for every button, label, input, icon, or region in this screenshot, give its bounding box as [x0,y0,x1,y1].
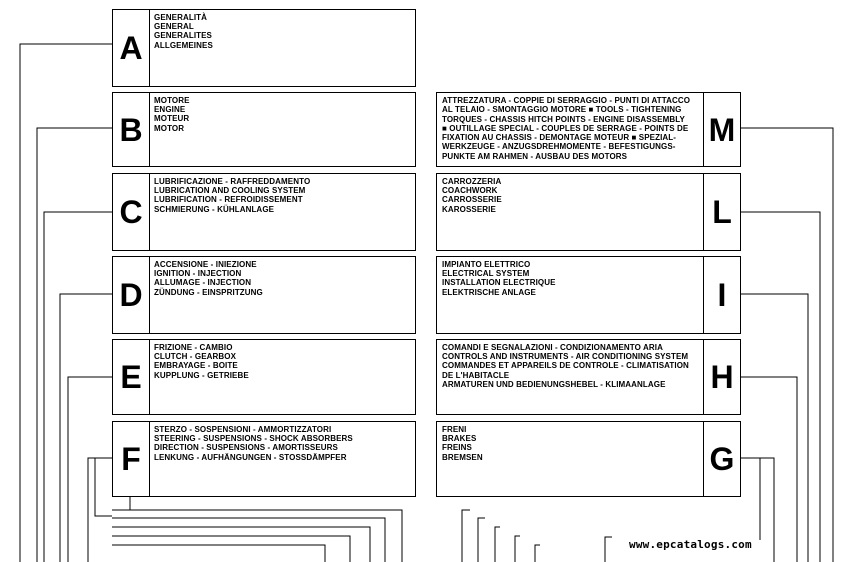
section-m-title: ATTREZZATURA - COPPIE DI SERRAGGIO - PUNTI DI ATTACCO AL TELAIO - SMONTAGGIO MOTORE ■ TOOLS - TIGHTENING TORQUES - CHASSIS HITCH POINTS - ENGINE DISASSEMBLY ■ OUTILLAGE SPECIAL - COUPLES DE SERRAGE - POINTS DE FIXATION AU CHASSIS - DEMONTAGE MOTEUR ■ SPEZIAL- WERKZEUGE - ANZUGSDREHMOMENTE - BEFESTIGUNGS- PUNKTE AM RAHMEN - AUSBAU DES MOTORS [442,96,691,161]
connector-under-left-6 [112,545,325,562]
connector-under-right-5 [535,545,540,562]
section-letter-l: L [703,174,740,250]
section-letter-e: E [113,340,150,414]
connector-f [88,458,112,562]
section-i-title: IMPIANTO ELETTRICO ELECTRICAL SYSTEM INSTALLATION ELECTRIQUE ELEKTRISCHE ANLAGE [442,260,556,297]
connector-under-right-2 [478,518,485,562]
section-letter-b: B [113,93,150,166]
section-h-tab[interactable] [436,339,741,415]
connector-c [44,212,112,562]
section-b-tab[interactable] [112,92,416,167]
section-letter-f: F [113,422,150,496]
connector-under-left-3 [112,518,385,562]
section-letter-c: C [113,174,150,250]
section-letter-a: A [113,10,150,86]
section-g-tab[interactable] [436,421,741,497]
connector-under-left-1 [130,496,402,562]
section-a-title: GENERALITÀ GENERAL GENERALITES ALLGEMEINES [154,13,213,50]
connector-b [37,128,112,562]
section-l-title: CARROZZERIA COACHWORK CARROSSERIE KAROSSERIE [442,177,502,214]
connector-under-right-1 [462,510,470,562]
section-a-tab[interactable] [112,9,416,87]
connector-h [741,377,797,562]
connector-m [741,128,833,562]
connector-e [68,377,112,562]
section-letter-m: M [703,93,740,166]
section-e-title: FRIZIONE - CAMBIO CLUTCH - GEARBOX EMBRAYAGE - BOITE KUPPLUNG - GETRIEBE [154,343,249,380]
section-l-tab[interactable] [436,173,741,251]
section-g-title: FRENI BRAKES FREINS BREMSEN [442,425,483,462]
connector-f2 [95,458,112,516]
section-c-title: LUBRIFICAZIONE - RAFFREDDAMENTO LUBRICATION AND COOLING SYSTEM LUBRIFICATION - REFROIDISSEMENT SCHMIERUNG - KÜHLANLAGE [154,177,311,214]
section-letter-i: I [703,257,740,333]
section-f-title: STERZO - SOSPENSIONI - AMMORTIZZATORI STEERING - SUSPENSIONS - SHOCK ABSORBERS DIRECTION - SUSPENSIONS - AMORTISSEURS LENKUNG - AUFHÄNGUNGEN - STOSSDÄMPFER [154,425,353,462]
connector-under-right-3 [495,527,500,562]
section-letter-d: D [113,257,150,333]
section-e-tab[interactable] [112,339,416,415]
section-h-title: COMANDI E SEGNALAZIONI - CONDIZIONAMENTO ARIA CONTROLS AND INSTRUMENTS - AIR CONDITIONING SYSTEM COMMANDES ET APPAREILS DE CONTROLE - CLIMATISATION DE L'HABITACLE ARMATUREN UND BEDIENUNGSHEBEL - KLIMAANLAGE [442,343,689,389]
section-m-tab[interactable] [436,92,741,167]
watermark-text: www.epcatalogs.com [629,538,752,551]
section-c-tab[interactable] [112,173,416,251]
section-f-tab[interactable] [112,421,416,497]
section-d-title: ACCENSIONE - INIEZIONE IGNITION - INJECTION ALLUMAGE - INJECTION ZÜNDUNG - EINSPRITZUNG [154,260,263,297]
connector-a [20,44,112,562]
section-letter-h: H [703,340,740,414]
section-d-tab[interactable] [112,256,416,334]
connector-under-right-4 [515,536,520,562]
section-b-title: MOTORE ENGINE MOTEUR MOTOR [154,96,190,133]
connector-under-right-6 [605,537,612,562]
section-letter-g: G [703,422,740,496]
connector-under-left-5 [112,536,350,562]
section-i-tab[interactable] [436,256,741,334]
